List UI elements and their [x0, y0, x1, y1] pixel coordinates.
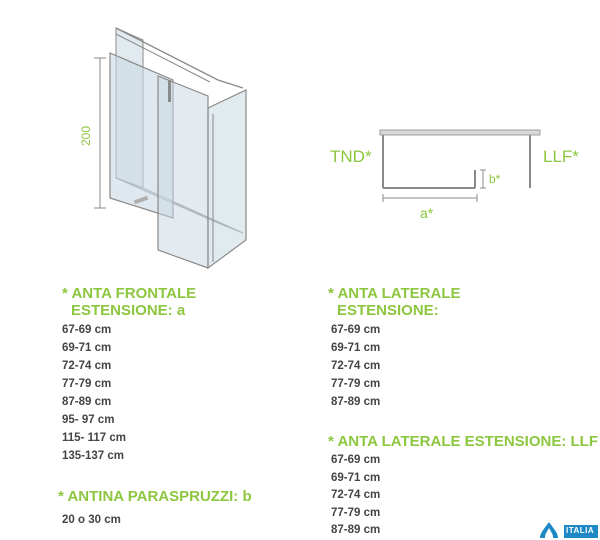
list-item: 69-71 cm [331, 342, 381, 354]
splash-sizes-list [58, 511, 252, 529]
height-label: 200 [79, 125, 93, 147]
side-title-line1: * ANTA LATERALE [328, 285, 461, 302]
badge-text: ITALIA [566, 526, 595, 535]
list-item: 67-69 cm [62, 324, 112, 336]
drop-icon [536, 520, 562, 538]
section-side-door [328, 285, 461, 411]
list-item: 67-69 cm [331, 454, 381, 466]
wall [380, 130, 540, 135]
list-item: 135-137 cm [62, 450, 125, 462]
list-item: 87-89 cm [62, 396, 112, 408]
list-item: 95- 97 cm [62, 414, 115, 426]
plan-side-label: b* [489, 172, 501, 186]
list-item: 72-74 cm [62, 360, 112, 372]
list-item: 72-74 cm [331, 360, 381, 372]
front-title-line2: ESTENSIONE: a [71, 302, 186, 319]
plan-width-label: a* [420, 205, 434, 221]
front-sizes-list [62, 321, 196, 465]
llf-title: * ANTA LATERALE ESTENSIONE: LLF [328, 433, 598, 450]
splash-title: * ANTINA PARASPRUZZI: b [58, 488, 252, 505]
list-item: 69-71 cm [331, 471, 381, 484]
italia-flag [564, 525, 598, 538]
side-sizes-list [328, 321, 461, 411]
list-item: 77-79 cm [62, 378, 112, 390]
plan-right-label: LLF* [543, 147, 579, 166]
section-front-door [62, 285, 196, 465]
front-fixed-panel [158, 76, 208, 268]
list-item: 67-69 cm [331, 324, 381, 336]
list-item: 77-79 cm [331, 378, 381, 390]
list-item: 72-74 cm [331, 489, 381, 501]
list-item: 87-89 cm [331, 524, 381, 536]
side-panel [208, 90, 246, 268]
door-handle [168, 80, 171, 102]
list-item: 69-71 cm [62, 342, 112, 354]
plan-left-label: TND* [330, 147, 372, 166]
shower-3d-drawing [78, 18, 258, 278]
plan-view-diagram [325, 120, 595, 230]
side-title-line2: ESTENSIONE: [337, 302, 439, 319]
list-item: 20 o 30 cm [62, 514, 121, 526]
list-item: 115- 117 cm [62, 432, 126, 444]
italia-badge [530, 520, 600, 538]
front-title-line1: * ANTA FRONTALE [62, 285, 197, 302]
list-item: 87-89 cm [331, 396, 381, 408]
list-item: 77-79 cm [331, 506, 381, 519]
section-splash-panel [58, 488, 252, 529]
